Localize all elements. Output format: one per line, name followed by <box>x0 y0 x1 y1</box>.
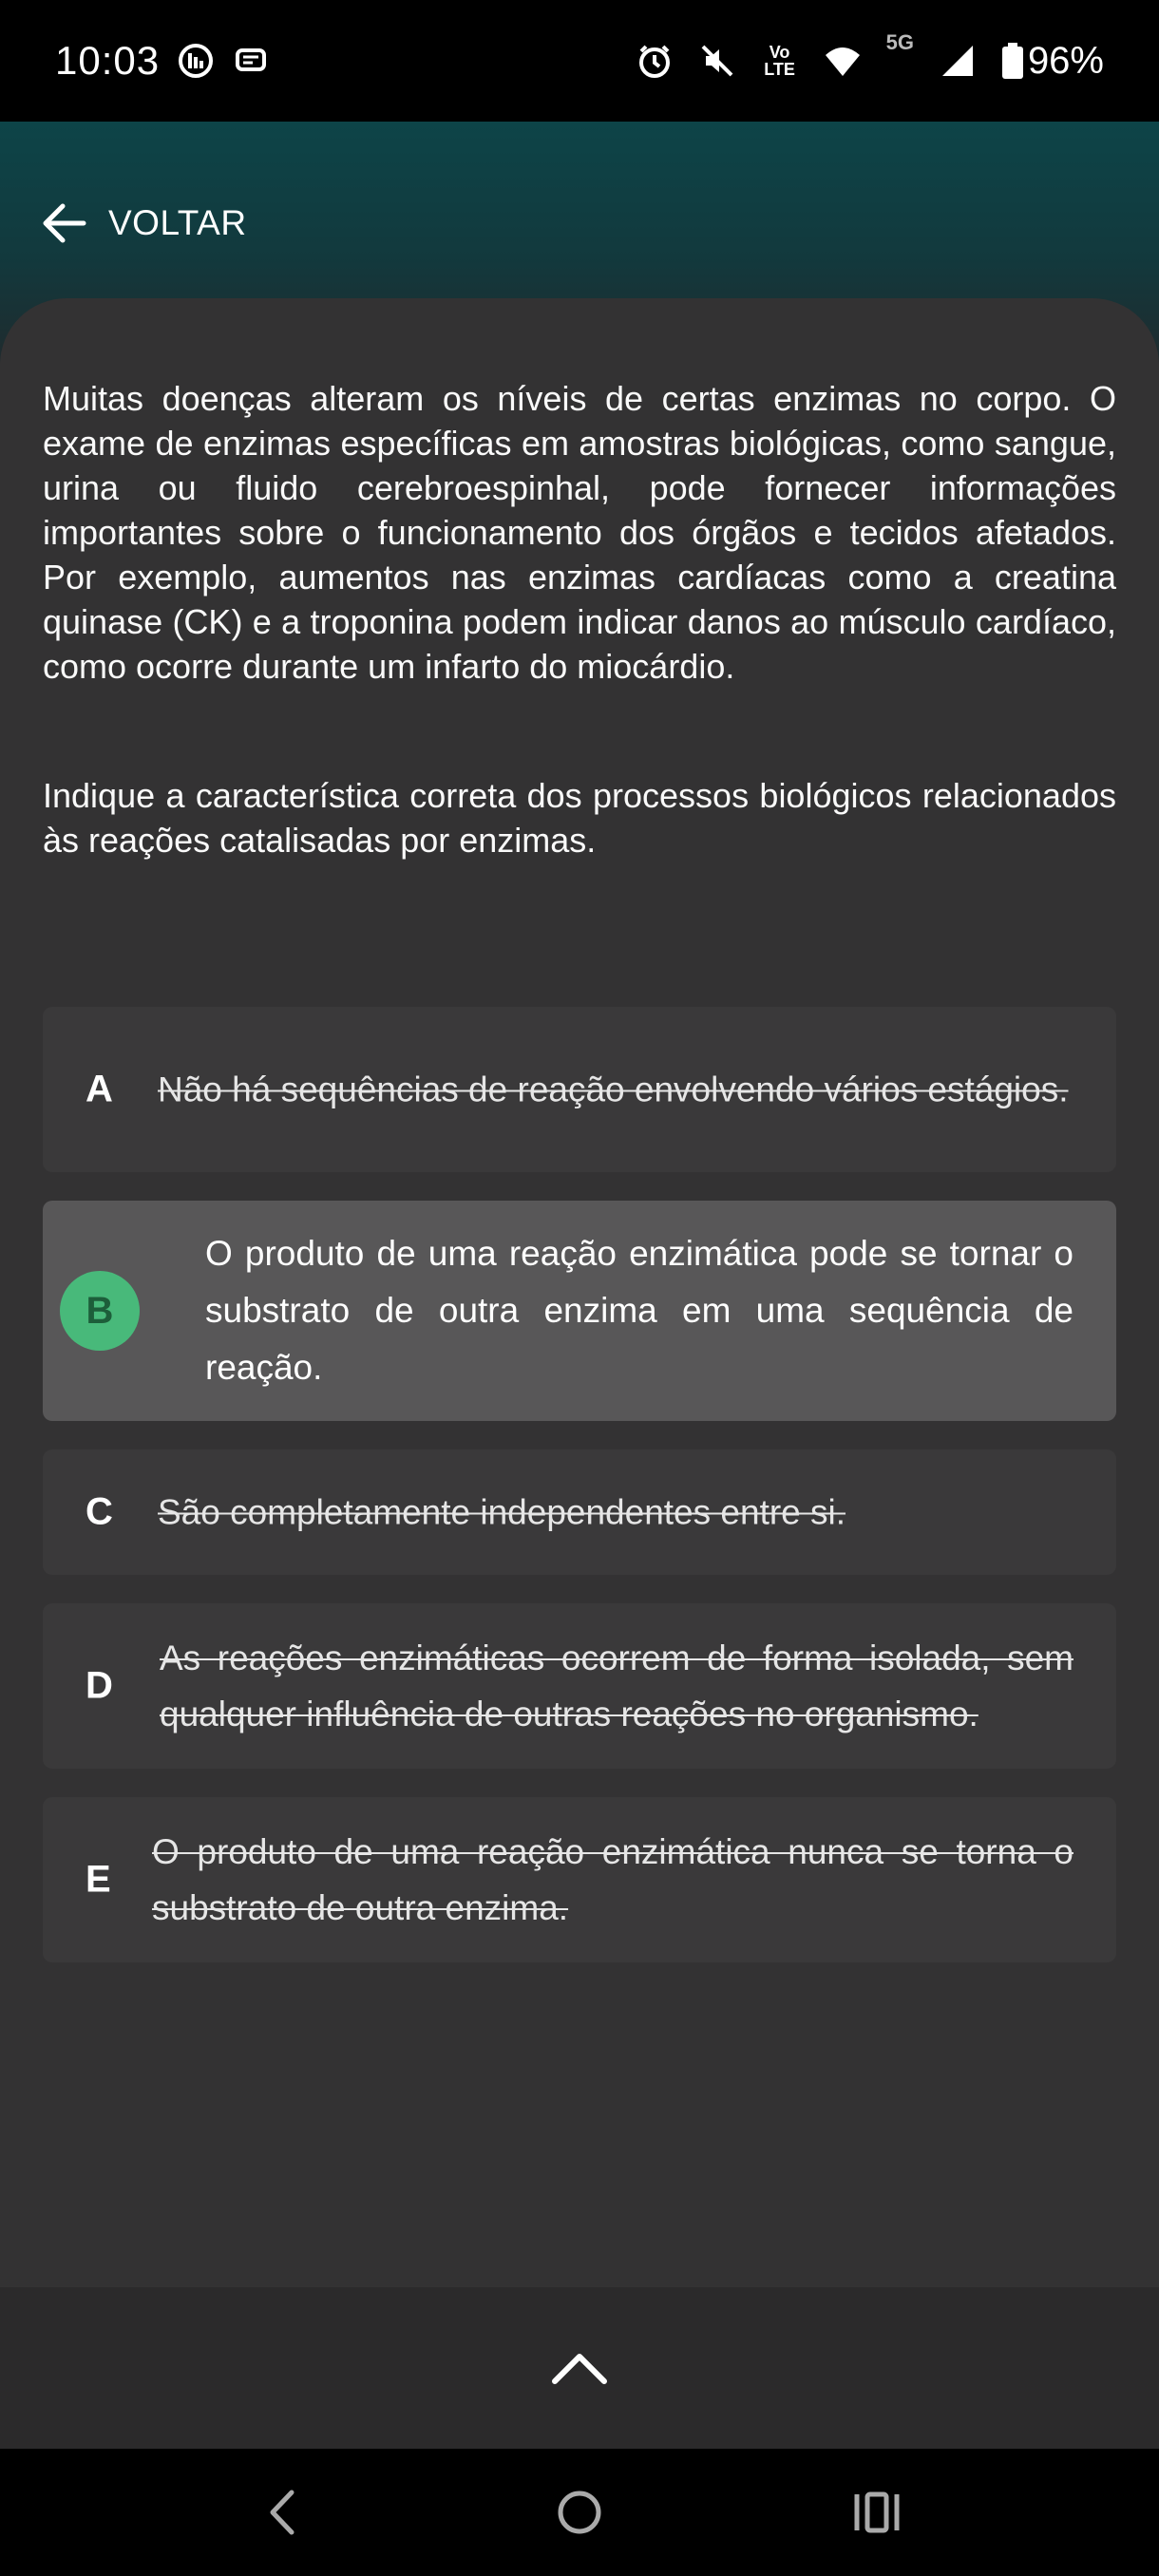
option-e[interactable] <box>43 1797 1116 1962</box>
option-c[interactable] <box>43 1449 1116 1575</box>
alarm-icon <box>636 42 674 80</box>
nav-back-button[interactable] <box>244 2474 320 2550</box>
volte-indicator: Vo LTE <box>764 43 795 79</box>
nav-recents-icon <box>853 2491 901 2534</box>
chevron-up-icon <box>549 2349 610 2387</box>
option-letter: A <box>86 1068 113 1110</box>
battery-icon <box>1001 42 1024 80</box>
mute-icon <box>698 42 736 80</box>
app-notification-icon <box>177 42 215 80</box>
question-card <box>0 298 1159 2287</box>
option-text: São completamente independentes entre si. <box>158 1492 846 1532</box>
battery-percent: 96% <box>1027 39 1104 82</box>
option-letter: C <box>86 1490 113 1533</box>
nav-recents-button[interactable] <box>839 2474 915 2550</box>
expand-button[interactable] <box>542 2330 618 2406</box>
status-time: 10:03 <box>55 38 161 83</box>
question-prompt: Indique a característica correta dos processos biológicos relacionados às reações catalisadas por enzimas. <box>43 776 1116 860</box>
arrow-left-icon <box>40 199 89 248</box>
option-text: O produto de uma reação enzimática nunca se torna o substrato de outra enzima. <box>152 1832 1074 1927</box>
message-icon <box>232 42 270 80</box>
option-letter: D <box>86 1664 113 1707</box>
question-context: Muitas doenças alteram os níveis de certas enzimas no corpo. O exame de enzimas específicas em amostras biológicas, como sangue, urina ou fluido cerebroespinhal, pode fornecer informações importantes sobre o funcionamento dos órgãos e tecidos afetados. Por exemplo, aumentos nas enzimas cardíacas como a creatina quinase (CK) e a troponina podem indicar danos ao músculo cardíaco, como ocorre durante um infarto do miocárdio. <box>43 379 1116 686</box>
wifi-icon <box>824 42 862 80</box>
option-text: O produto de uma reação enzimática pode se tornar o substrato de outra enzima em uma sequência de reação. <box>205 1234 1074 1387</box>
option-b[interactable] <box>43 1201 1116 1421</box>
option-a[interactable] <box>43 1007 1116 1172</box>
bottom-bar <box>0 2287 1159 2449</box>
signal-icon <box>939 42 977 80</box>
nav-back-icon <box>263 2489 301 2536</box>
option-letter: E <box>86 1858 111 1901</box>
selected-badge: B <box>60 1271 140 1351</box>
option-text: Não há sequências de reação envolvendo vários estágios. <box>158 1070 1069 1109</box>
network-type: 5G <box>885 29 914 54</box>
option-text: As reações enzimáticas ocorrem de forma isolada, sem qualquer influência de outras reações no organismo. <box>160 1638 1074 1733</box>
back-label: VOLTAR <box>108 203 247 242</box>
nav-home-icon <box>556 2489 603 2536</box>
nav-home-button[interactable] <box>542 2474 618 2550</box>
option-d[interactable] <box>43 1603 1116 1769</box>
back-button[interactable] <box>40 171 247 275</box>
system-nav-bar <box>0 2449 1159 2576</box>
status-bar <box>0 0 1159 122</box>
